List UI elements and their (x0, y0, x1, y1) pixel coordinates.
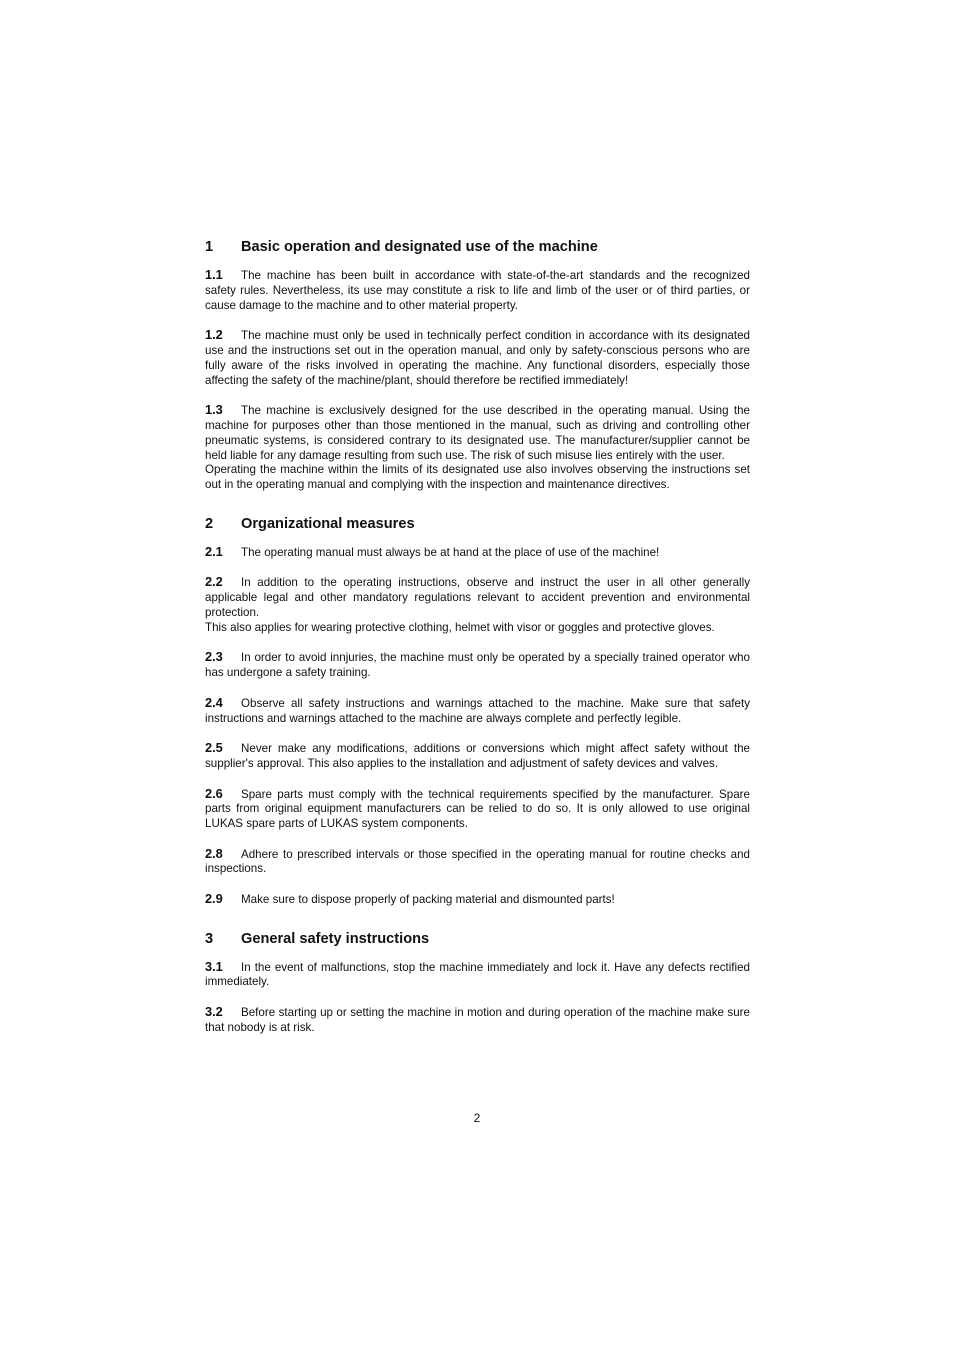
section-heading (205, 929, 750, 949)
paragraph-continuation: This also applies for wearing protective clothing, helmet with visor or goggles and protective gloves. (205, 620, 715, 634)
paragraph-text: In addition to the operating instructions, observe and instruct the user in all other generally applicable legal and other mandatory regulations relevant to accident prevention and environmental protection. (205, 576, 750, 619)
paragraph-2-5 (205, 741, 750, 772)
paragraph-text: The operating manual must always be at hand at the place of use of the machine! (241, 545, 660, 559)
paragraph-2-1 (205, 545, 750, 561)
paragraph-number: 2.4 (205, 694, 223, 710)
section-number: 1 (205, 239, 214, 255)
paragraph-text: The machine is exclusively designed for the use described in the operating manual. Using the machine for purposes other than those mentioned in the manual, such as driving and controlling other pneumatic systems, is considered contrary to its designated use. The manufacturer/supplier cannot be held liable for any damage resulting from such use. The risk of such misuse lies entirely with the user. (205, 404, 750, 462)
paragraph-continuation: Operating the machine within the limits of its designated use also involves observing the instructions set out in the operating manual and complying with the inspection and maintenance directives. (205, 463, 750, 492)
paragraph-text: Make sure to dispose properly of packing material and dismounted parts! (241, 893, 615, 907)
paragraph-1-3 (205, 403, 750, 493)
paragraph-text: Observe all safety instructions and warnings attached to the machine. Make sure that safety instructions and warnings attached to the machine are always complete and perfectly legible. (205, 696, 750, 725)
paragraph-number: 2.3 (205, 649, 223, 665)
paragraph-text: The machine must only be used in technically perfect condition in accordance with its designated use and the instructions set out in the operation manual, and only by safety-conscious persons who are fully aware of the risks involved in operating the machine. Any functional disorders, especially those affecting the safety of the machine/plant, should therefore be rectified immediately! (205, 329, 750, 387)
paragraph-2-8 (205, 847, 750, 878)
paragraph-3-1 (205, 960, 750, 991)
section-title: Basic operation and designated use of the machine (241, 239, 598, 255)
section-1 (205, 237, 750, 493)
paragraph-text: In the event of malfunctions, stop the machine immediately and lock it. Have any defects rectified immediately. (205, 960, 750, 989)
paragraph-number: 3.1 (205, 958, 223, 974)
section-3 (205, 929, 750, 1036)
paragraph-2-3 (205, 650, 750, 681)
paragraph-number: 2.6 (205, 785, 223, 801)
paragraph-text: In order to avoid innjuries, the machine must only be operated by a specially trained operator who has undergone a safety training. (205, 651, 750, 680)
paragraph-2-9 (205, 892, 750, 908)
paragraph-number: 2.1 (205, 543, 223, 559)
paragraph-text: Never make any modifications, additions or conversions which might affect safety without the supplier's approval. This also applies to the installation and adjustment of safety devices and valves. (205, 742, 750, 770)
section-heading (205, 237, 750, 257)
paragraph-2-4 (205, 696, 750, 727)
document-body (205, 237, 750, 1036)
paragraph-2-2 (205, 575, 750, 635)
paragraph-3-2 (205, 1005, 750, 1036)
paragraph-1-2 (205, 328, 750, 388)
paragraph-text: Adhere to prescribed intervals or those specified in the operating manual for routine checks and inspections. (205, 847, 750, 876)
section-title: Organizational measures (241, 515, 415, 532)
paragraph-number: 2.9 (205, 891, 223, 907)
paragraph-1-1 (205, 268, 750, 313)
paragraph-number: 1.1 (205, 267, 223, 282)
paragraph-2-6 (205, 787, 750, 832)
section-heading (205, 514, 750, 534)
paragraph-number: 3.2 (205, 1004, 223, 1020)
paragraph-text: Before starting up or setting the machine in motion and during operation of the machine make sure that nobody is at risk. (205, 1006, 750, 1034)
section-title: General safety instructions (241, 930, 430, 947)
paragraph-number: 1.3 (205, 402, 223, 418)
page-number: 2 (473, 1111, 481, 1125)
section-number: 2 (205, 515, 214, 532)
paragraph-number: 2.5 (205, 740, 223, 756)
section-2 (205, 514, 750, 908)
paragraph-text: Spare parts must comply with the technical requirements specified by the manufacturer. Spare parts from original equipment manufacturers can be relied to do so. It is only allowed to use original LUKAS spare parts of LUKAS system components. (205, 787, 750, 831)
paragraph-number: 1.2 (205, 327, 223, 343)
paragraph-text: The machine has been built in accordance with state-of-the-art standards and the recognized safety rules. Nevertheless, its use may constitute a risk to life and limb of the user or of third parties, or cause damage to the machine and to other material property. (205, 269, 750, 312)
paragraph-number: 2.2 (205, 574, 223, 590)
section-number: 3 (205, 930, 214, 947)
paragraph-number: 2.8 (205, 845, 223, 861)
